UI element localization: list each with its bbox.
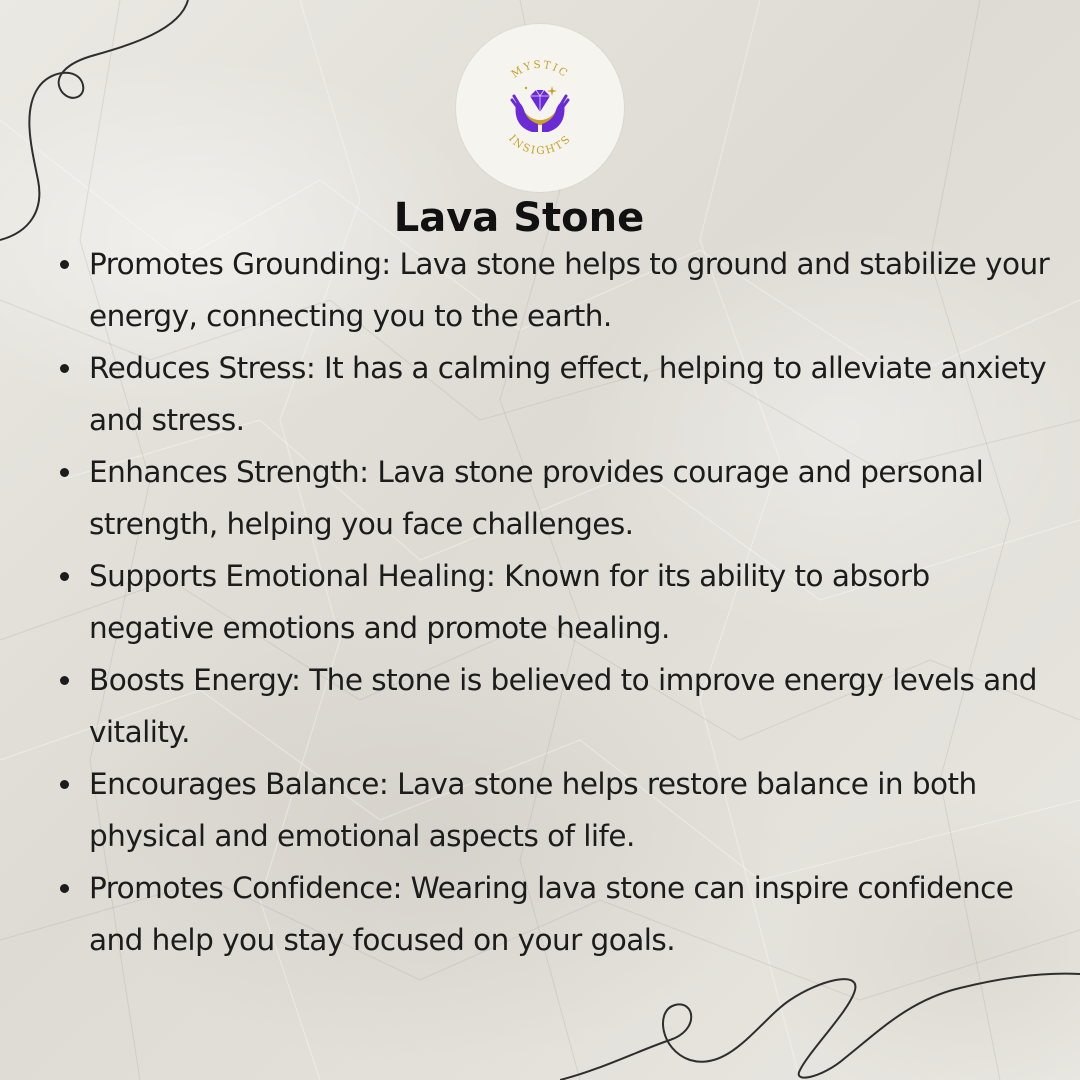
page-title: Lava Stone bbox=[393, 195, 645, 241]
svg-text:MYSTIC bbox=[509, 59, 571, 81]
benefit-item: Reduces Stress: It has a calming effect, helping to alleviate anxiety and stress. bbox=[54, 342, 1054, 446]
crystal-in-hands-icon bbox=[456, 24, 624, 192]
logo-brand-bottom: INSIGHTS bbox=[506, 132, 574, 158]
benefit-item: Supports Emotional Healing: Known for its ability to absorb negative emotions and promote healing. bbox=[54, 550, 1054, 654]
svg-text:INSIGHTS bbox=[506, 132, 574, 157]
logo-brand-top: MYSTIC bbox=[509, 58, 571, 81]
benefit-item: Boosts Energy: The stone is believed to improve energy levels and vitality. bbox=[54, 654, 1054, 758]
brand-logo bbox=[456, 24, 624, 192]
benefit-item: Promotes Confidence: Wearing lava stone can inspire confidence and help you stay focused on your goals. bbox=[54, 862, 1054, 966]
benefit-item: Enhances Strength: Lava stone provides courage and personal strength, helping you face challenges. bbox=[54, 446, 1054, 550]
benefits-list bbox=[54, 238, 1054, 966]
benefit-item: Promotes Grounding: Lava stone helps to ground and stabilize your energy, connecting you to the earth. bbox=[54, 238, 1054, 342]
swirl-line-bottom-right bbox=[560, 960, 1080, 1080]
benefit-item: Encourages Balance: Lava stone helps restore balance in both physical and emotional aspects of life. bbox=[54, 758, 1054, 862]
